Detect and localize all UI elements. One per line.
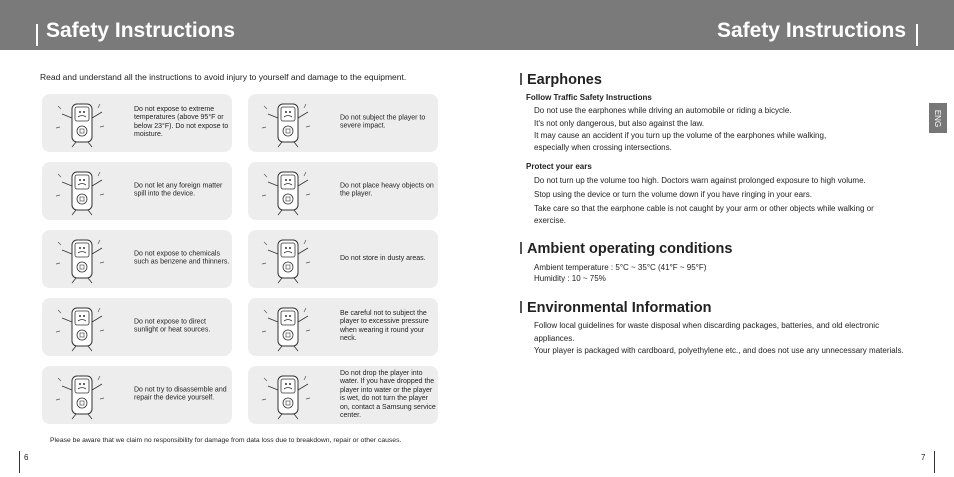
safety-card-text: Do not store in dusty areas. <box>340 254 426 262</box>
safety-card-text: Do not expose to direct sunlight or heat sources. <box>134 318 211 334</box>
page-marker-line <box>19 451 20 473</box>
page-marker-line <box>934 451 935 473</box>
player-heavy-object-icon <box>256 166 316 216</box>
player-water-icon <box>256 370 316 420</box>
person-neck-strap-icon <box>256 302 316 352</box>
player-impact-icon <box>256 98 316 148</box>
subheading-traffic: Follow Traffic Safety Instructions <box>526 93 652 102</box>
banner-bar <box>36 24 38 46</box>
safety-card <box>42 298 232 356</box>
right-page-banner <box>477 0 954 50</box>
intro-text: Read and understand all the instructions to avoid injury to yourself and damage to the equipment. <box>40 72 407 82</box>
ambient-temperature: Ambient temperature : 5°C ~ 35°C (41°F ~ 95°F) <box>534 263 707 272</box>
left-page-banner <box>0 0 477 50</box>
safety-card-text: Do not expose to chemicals such as benzene and thinners. <box>134 250 230 266</box>
safety-card <box>42 366 232 424</box>
footnote: Please be aware that we claim no responsibility for damage from data loss due to breakdown, repair or other causes. <box>50 437 402 444</box>
player-sunlight-icon <box>50 302 110 352</box>
safety-card-text: Do not try to disassemble and repair the device yourself. <box>134 386 227 402</box>
page-number-right: 7 <box>921 453 926 462</box>
banner-bar <box>916 24 918 46</box>
paragraph-traffic-4: especially when crossing intersections. <box>534 143 672 152</box>
safety-card <box>248 230 438 288</box>
safety-card-text: Do not subject the player to severe impact. <box>340 114 426 130</box>
safety-card <box>42 94 232 152</box>
paragraph-ears-4: exercise. <box>534 216 567 225</box>
player-disassemble-icon <box>50 370 110 420</box>
paragraph-ears-1: Do not turn up the volume too high. Doctors warn against prolonged exposure to high volume. <box>534 176 866 185</box>
safety-card-text: Do not let any foreign matter spill into the device. <box>134 182 223 198</box>
safety-card <box>42 230 232 288</box>
paragraph-environment-3: Your player is packaged with cardboard, polyethylene etc., and does not use any unnecessary materials. <box>534 346 904 355</box>
right-page-title: Safety Instructions <box>716 19 906 42</box>
paragraph-environment-1: Follow local guidelines for waste disposal when discarding packages, batteries, and old electronic <box>534 321 880 330</box>
safety-card <box>248 298 438 356</box>
safety-card <box>248 366 438 424</box>
paragraph-ears-3: Take care so that the earphone cable is not caught by your arm or other objects while walking or <box>534 204 874 213</box>
page-number-left: 6 <box>24 453 29 462</box>
safety-card <box>248 162 438 220</box>
player-dust-icon <box>256 234 316 284</box>
paragraph-environment-2: appliances. <box>534 334 575 343</box>
player-chemicals-icon <box>50 234 110 284</box>
player-foreign-matter-icon <box>50 166 110 216</box>
paragraph-traffic-2: It's not only dangerous, but also against the law. <box>534 119 705 128</box>
paragraph-traffic-3: It may cause an accident if you turn up the volume of the earphones while walking, <box>534 131 827 140</box>
safety-card-text: Do not drop the player into water. If you have dropped the player into water or the player is wet, do not turn the player on, contact a Samsung service center. <box>340 369 436 419</box>
paragraph-traffic-1: Do not use the earphones while driving an automobile or riding a bicycle. <box>534 106 792 115</box>
section-heading-earphones: Earphones <box>520 71 602 89</box>
paragraph-ears-2: Stop using the device or turn the volume down if you have ringing in your ears. <box>534 190 812 199</box>
language-tab: ENG <box>929 103 947 133</box>
player-heat-cold-icon <box>50 98 110 148</box>
safety-card <box>42 162 232 220</box>
safety-card <box>248 94 438 152</box>
subheading-ears: Protect your ears <box>526 162 592 171</box>
section-heading-ambient: Ambient operating conditions <box>520 240 732 258</box>
safety-card-text: Be careful not to subject the player to excessive pressure when wearing it round your neck. <box>340 310 429 343</box>
safety-card-text: Do not place heavy objects on the player. <box>340 182 434 198</box>
ambient-humidity: Humidity : 10 ~ 75% <box>534 274 606 283</box>
section-heading-environment: Environmental Information <box>520 299 712 317</box>
safety-card-text: Do not expose to extreme temperatures (above 95°F or below 23°F). Do not expose to moisture. <box>134 106 229 139</box>
left-page-title: Safety Instructions <box>46 19 236 42</box>
